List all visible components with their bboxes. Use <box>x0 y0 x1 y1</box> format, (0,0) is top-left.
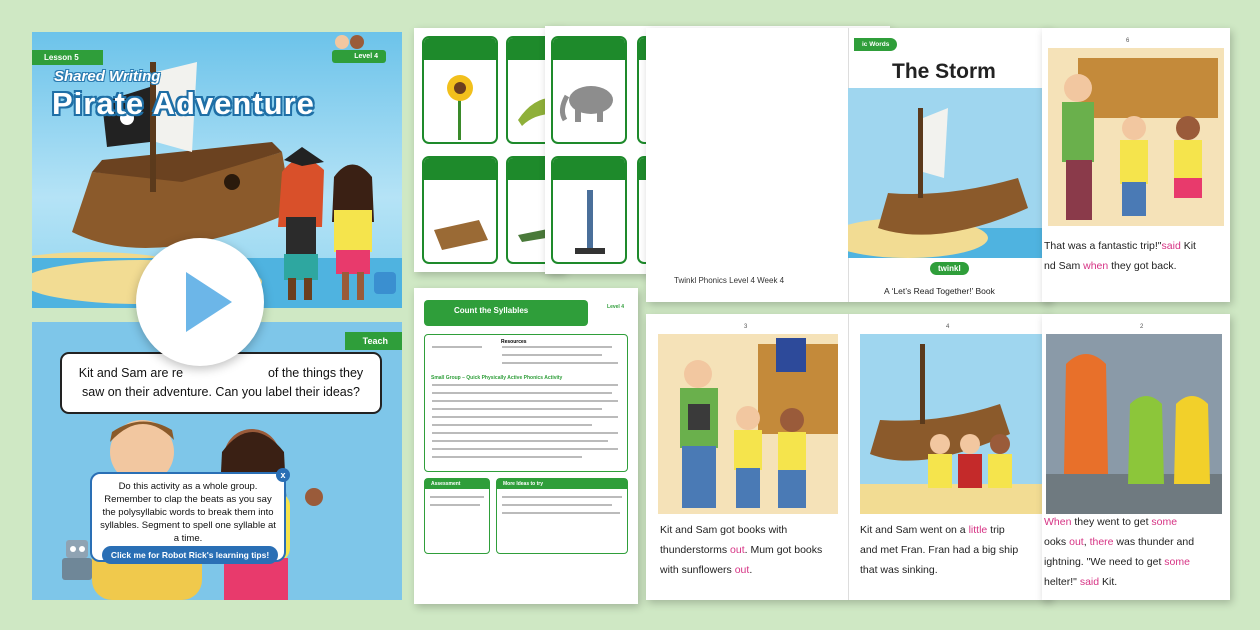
cover-subtitle: Shared Writing <box>54 68 161 85</box>
page-number: 2 <box>1140 324 1144 330</box>
lesson-guidance-document <box>414 288 638 604</box>
card-sunflower <box>422 36 498 144</box>
page-number: 4 <box>946 324 950 330</box>
sunflower-icon <box>424 60 496 144</box>
twinkl-logo: twinkl <box>930 262 969 275</box>
picture-cards-sheet-back <box>414 28 564 272</box>
play-icon <box>136 238 264 366</box>
close-icon[interactable]: x <box>276 468 290 482</box>
library-illustration <box>1048 48 1224 226</box>
lesson-tag: Lesson 5 <box>32 50 103 65</box>
page-2-text: When they went to get some ooks out, there was thunder and ightning. "We need to get some helter!" said Kit. <box>1044 516 1195 588</box>
assessment-box <box>424 478 490 554</box>
elephant-icon <box>553 60 625 144</box>
book-back-cover <box>646 28 848 302</box>
guidance-level: Level 4 <box>607 304 624 310</box>
play-video-button[interactable] <box>136 238 264 366</box>
card-elephant <box>551 36 627 144</box>
page-number: 6 <box>1126 38 1130 44</box>
teach-prompt-rest: of the things they <box>267 366 364 380</box>
book-subtitle: A ‘Let’s Read Together!’ Book <box>884 286 995 296</box>
book-page-6 <box>1042 28 1230 302</box>
book-cover-spread <box>646 28 1050 302</box>
guidance-title: Count the Syllables <box>454 306 529 315</box>
book-cover-illustration <box>848 88 1050 258</box>
teach-prompt: Kit and Sam are re <box>78 366 184 380</box>
wood-plank-icon <box>424 180 496 264</box>
page-4-text: Kit and Sam went on a little trip and met Fran. Fran had a big ship that was sinking. <box>860 524 1019 576</box>
card-burette <box>551 156 627 264</box>
book-page-2 <box>1042 314 1230 600</box>
book-series-label: Twinkl Phonics Level 4 Week 4 <box>674 276 785 285</box>
page-6-text: That was a fantastic trip!"said Kit nd Sam when they got back. <box>1044 240 1196 272</box>
book-spread-3-4 <box>646 314 1050 600</box>
more-ideas-box <box>496 478 628 554</box>
assessment-heading: Assessment <box>431 481 461 487</box>
page-3-text: Kit and Sam got books with thunderstorms out. Mum got books with sunflowers out. <box>660 524 823 576</box>
resources-heading: Resources <box>501 339 527 345</box>
activity-heading: Small Group – Quick Physically Active Phonics Activity <box>431 375 563 381</box>
robot-tips-button[interactable]: Click me for Robot Rick's learning tips! <box>102 546 278 564</box>
more-ideas-heading: More Ideas to try <box>503 481 544 487</box>
teach-prompt-line2: saw on their adventure. Can you label their ideas? <box>82 385 360 399</box>
card-wood <box>422 156 498 264</box>
storm-illustration <box>1046 334 1222 514</box>
book-tag: ic Words <box>854 38 897 51</box>
level-tag: Level 4 <box>332 50 386 63</box>
book-front-cover <box>848 28 1050 302</box>
guidance-title-bar <box>424 300 588 326</box>
robot-tip-text: Do this activity as a whole group. Remember to clap the beats as you say the polysyllabic words to break them into syllables. Segment to spell one syllable at a time. <box>100 481 276 544</box>
cover-title: Pirate Adventure <box>52 86 315 121</box>
library-books-illustration <box>658 334 838 514</box>
book-title: The Storm <box>892 60 996 83</box>
shipwreck-illustration <box>860 334 1042 514</box>
page-number: 3 <box>744 324 748 330</box>
teach-tab[interactable]: Teach <box>345 332 402 350</box>
stand-icon <box>553 180 625 264</box>
